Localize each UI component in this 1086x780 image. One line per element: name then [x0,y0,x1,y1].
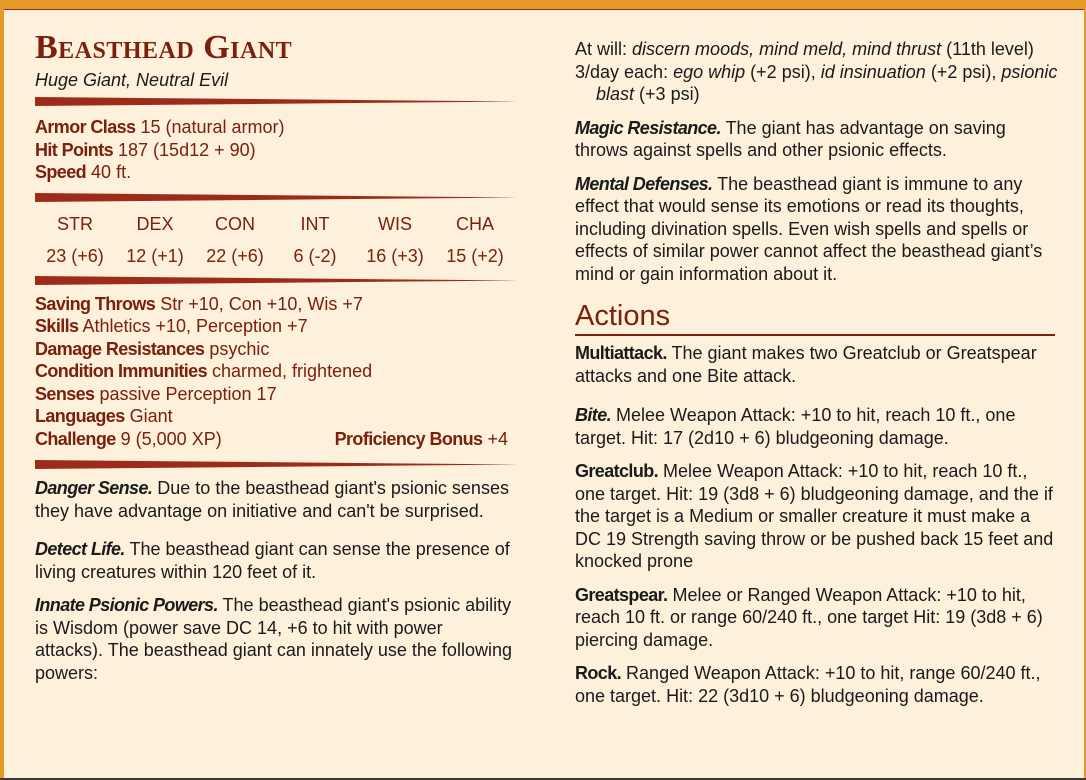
challenge-row [35,428,508,451]
ability-scores [35,208,515,272]
proficiency-bonus [335,428,508,451]
action-greatspear [575,584,1060,652]
trait-magic-resistance [575,117,1060,162]
ability-score: 6 (-2) [293,245,337,266]
monster-name: Beasthead Giant [35,29,293,66]
ability-con [195,208,275,272]
ability-cha [435,208,515,272]
ability-score: 15 (+2) [446,245,504,266]
divider [35,97,517,106]
skills-label: Skills [35,316,79,336]
action-bite [575,404,1060,449]
ability-dex [115,208,195,272]
spell-at-will [575,38,1060,61]
armor-class-label: Armor Class [35,117,136,137]
right-column [575,38,1060,718]
monster-type: Huge Giant, Neutral Evil [35,70,229,90]
ability-score: 12 (+1) [126,245,184,266]
proficiency-bonus-label: Proficiency Bonus [334,428,483,449]
action-name: Multiattack. [575,343,667,363]
ability-score: 23 (+6) [46,245,104,266]
trait-mental-defenses [575,173,1060,286]
action-name: Greatclub. [575,461,659,481]
saving-throws-value: Str +10, Con +10, Wis +7 [160,293,363,314]
spell-name: ego whip [673,61,746,82]
ability-name: CON [215,213,255,234]
saving-throws-label: Saving Throws [35,293,156,314]
ability-wis [355,208,435,272]
spell-freq-label: At will: [575,39,628,59]
trait-name: Danger Sense. [35,478,153,498]
languages-label: Languages [35,406,125,426]
damage-resistances [35,338,515,361]
condition-immunities-value: charmed, frightened [212,361,373,381]
speed [35,161,515,184]
action-name: Rock. [575,663,622,683]
ability-int [275,208,355,272]
challenge-value: 9 (5,000 XP) [120,428,222,449]
spell-name: psionic blast [596,61,1058,104]
challenge [35,428,222,451]
trait-text: Due to the beasthead giant's psionic senses they have advantage on initiative and can't be surprised. [35,478,509,521]
spell-cost: (+3 psi) [639,84,700,104]
left-border [0,0,4,780]
spell-tail: (11th level) [946,39,1034,59]
spell-cost: (+2 psi), [930,61,997,82]
armor-class [35,116,515,139]
skills-value: Athletics +10, Perception +7 [82,316,308,336]
action-text: The giant makes two Greatclub or Greatspear attacks and one Bite attack. [575,343,1037,386]
trait-name: Detect Life. [35,539,125,559]
ability-name: INT [300,213,330,234]
armor-class-value: 15 (natural armor) [140,117,285,137]
damage-resistances-label: Damage Resistances [35,338,205,359]
hit-points [35,139,515,162]
spell-name: id insinuation [820,61,926,82]
challenge-label: Challenge [35,428,116,449]
action-text: Ranged Weapon Attack: +10 to hit, range 60/240 ft., one target. Hit: 22 (3d10 + 6) bludgeoning damage. [575,663,1041,706]
trait-text: The giant has advantage on saving throws against spells and other psionic effects. [575,117,1006,160]
spell-freq-label: 3/day each: [575,61,669,82]
divider [35,460,517,469]
senses-label: Senses [35,383,95,404]
trait-detect-life [35,538,515,583]
spell-list: discern moods, mind meld, mind thrust [632,39,942,59]
speed-value: 40 ft. [91,162,132,182]
action-name: Bite. [575,405,612,425]
trait-text: The beasthead giant can sense the presence of living creatures within 120 feet of it. [35,539,510,582]
damage-resistances-value: psychic [209,338,270,359]
top-border [0,0,1086,10]
action-text: Melee Weapon Attack: +10 to hit, reach 10 ft., one target. Hit: 17 (2d10 + 6) bludgeoning damage. [575,405,1016,448]
languages [35,405,515,428]
senses-value: passive Perception 17 [99,383,277,404]
divider [35,193,517,202]
actions-heading: Actions [575,299,1055,336]
ability-name: DEX [136,213,174,234]
hit-points-label: Hit Points [35,139,113,160]
senses [35,383,515,406]
trait-text: The beasthead giant is immune to any effect that would sense its emotions or read its thoughts, including divination spells. Even wish spells and spells or effects of similar power cannot affect the beasthead giant’s mind or gain information about it. [575,173,1043,284]
trait-innate-psionic-powers [35,594,515,684]
action-multiattack [575,342,1060,387]
condition-immunities-label: Condition Immunities [35,361,207,381]
hit-points-value: 187 (15d12 + 90) [118,139,256,160]
speed-label: Speed [35,162,87,182]
action-name: Greatspear. [575,584,668,605]
trait-name: Mental Defenses. [575,173,713,194]
languages-value: Giant [129,406,173,426]
skills [35,315,515,338]
action-text: Melee or Ranged Weapon Attack: +10 to hit, reach 10 ft. or range 60/240 ft., one target Hit: 19 (3d8 + 6) piercing damage. [575,584,1043,650]
spell-three-per-day [575,61,1060,106]
trait-text: The beasthead giant's psionic ability is Wisdom (power save DC 14, +6 to hit with power attacks). The beasthead giant can innately use the following powers: [35,595,512,683]
proficiency-bonus-value: +4 [487,428,508,449]
trait-danger-sense [35,477,515,522]
condition-immunities [35,360,515,383]
ability-name: WIS [378,213,412,234]
trait-name: Magic Resistance. [575,117,721,138]
saving-throws [35,293,515,316]
trait-name: Innate Psionic Powers. [35,595,218,615]
action-greatclub [575,460,1060,573]
ability-name: STR [57,213,93,234]
ability-name: CHA [455,213,494,234]
spell-cost: (+2 psi), [750,61,816,82]
ability-str [35,208,115,272]
divider [35,276,517,285]
action-rock [575,662,1060,707]
action-text: Melee Weapon Attack: +10 to hit, reach 10 ft., one target. Hit: 19 (3d8 + 6) bludgeoning damage, and the if the target is a Medium or smaller creature it must make a DC 19 Strength saving throw or be pushed back 15 feet and knocked prone [575,461,1054,571]
ability-score: 22 (+6) [206,245,264,266]
ability-score: 16 (+3) [366,245,424,266]
left-column [35,28,515,695]
